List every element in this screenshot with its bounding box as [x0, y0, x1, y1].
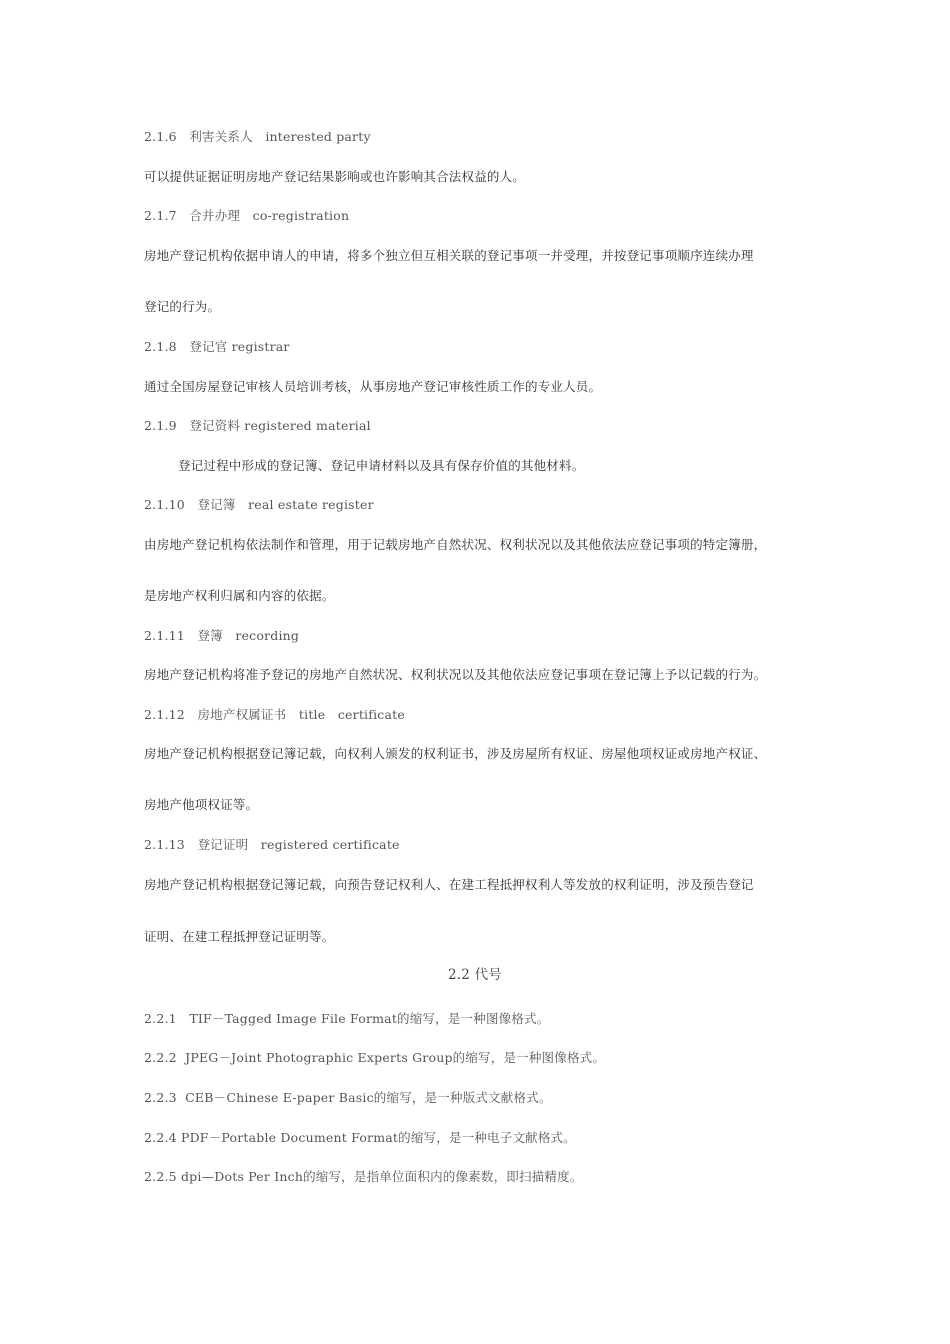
term-definition-2-1-8: 通过全国房屋登记审核人员培训考核，从事房地产登记审核性质工作的专业人员。	[144, 379, 602, 394]
term-definition-2-1-12-line-2: 房地产他项权证等。	[144, 797, 259, 812]
term-heading-2-1-13: 2.1.13 登记证明 registered certificate	[144, 837, 400, 852]
term-definition-2-1-7-line-1: 房地产登记机构依据申请人的申请，将多个独立但互相关联的登记事项一并受理，并按登记事项顺序连续办理	[144, 248, 754, 263]
section-title-2-2: 2.2 代号	[448, 967, 502, 983]
term-definition-2-1-13-line-2: 证明、在建工程抵押登记证明等。	[144, 929, 335, 944]
term-definition-2-1-10-line-1: 由房地产登记机构依法制作和管理，用于记载房地产自然状况、权利状况以及其他依法应登记事项的特定簿册，	[144, 537, 767, 552]
term-heading-2-1-6: 2.1.6 利害关系人 interested party	[144, 129, 371, 144]
abbreviation-2-2-1: 2.2.1 TIF－Tagged Image File Format的缩写，是一种图像格式。	[144, 1011, 550, 1026]
term-definition-2-1-12-line-1: 房地产登记机构根据登记簿记载，向权利人颁发的权利证书，涉及房屋所有权证、房屋他项权证或房地产权证、	[144, 746, 767, 761]
term-definition-2-1-13-line-1: 房地产登记机构根据登记簿记载，向预告登记权利人、在建工程抵押权利人等发放的权利证明，涉及预告登记	[144, 877, 754, 892]
term-definition-2-1-11: 房地产登记机构将准予登记的房地产自然状况、权利状况以及其他依法应登记事项在登记簿上予以记载的行为。	[144, 667, 767, 682]
term-definition-2-1-7-line-2: 登记的行为。	[144, 299, 221, 314]
term-heading-2-1-9: 2.1.9 登记资料 registered material	[144, 418, 371, 433]
abbreviation-2-2-5: 2.2.5 dpi—Dots Per Inch的缩写，是指单位面积内的像素数，即扫描精度。	[144, 1169, 583, 1184]
term-heading-2-1-7: 2.1.7 合并办理 co-registration	[144, 208, 350, 223]
term-definition-2-1-6: 可以提供证据证明房地产登记结果影响或也许影响其合法权益的人。	[144, 169, 526, 184]
abbreviation-2-2-4: 2.2.4 PDF－Portable Document Format的缩写，是一种电子文献格式。	[144, 1130, 576, 1145]
abbreviation-2-2-3: 2.2.3 CEB－Chinese E-paper Basic的缩写，是一种版式文献格式。	[144, 1090, 552, 1105]
term-heading-2-1-10: 2.1.10 登记簿 real estate register	[144, 497, 374, 512]
term-heading-2-1-12: 2.1.12 房地产权属证书 title certificate	[144, 707, 405, 722]
abbreviation-2-2-2: 2.2.2 JPEG－Joint Photographic Experts Group的缩写，是一种图像格式。	[144, 1050, 606, 1065]
term-definition-2-1-9: 登记过程中形成的登记簿、登记申请材料以及具有保存价值的其他材料。	[178, 458, 585, 473]
term-definition-2-1-10-line-2: 是房地产权利归属和内容的依据。	[144, 588, 335, 603]
term-heading-2-1-8: 2.1.8 登记官 registrar	[144, 339, 290, 354]
term-heading-2-1-11: 2.1.11 登簿 recording	[144, 628, 300, 643]
